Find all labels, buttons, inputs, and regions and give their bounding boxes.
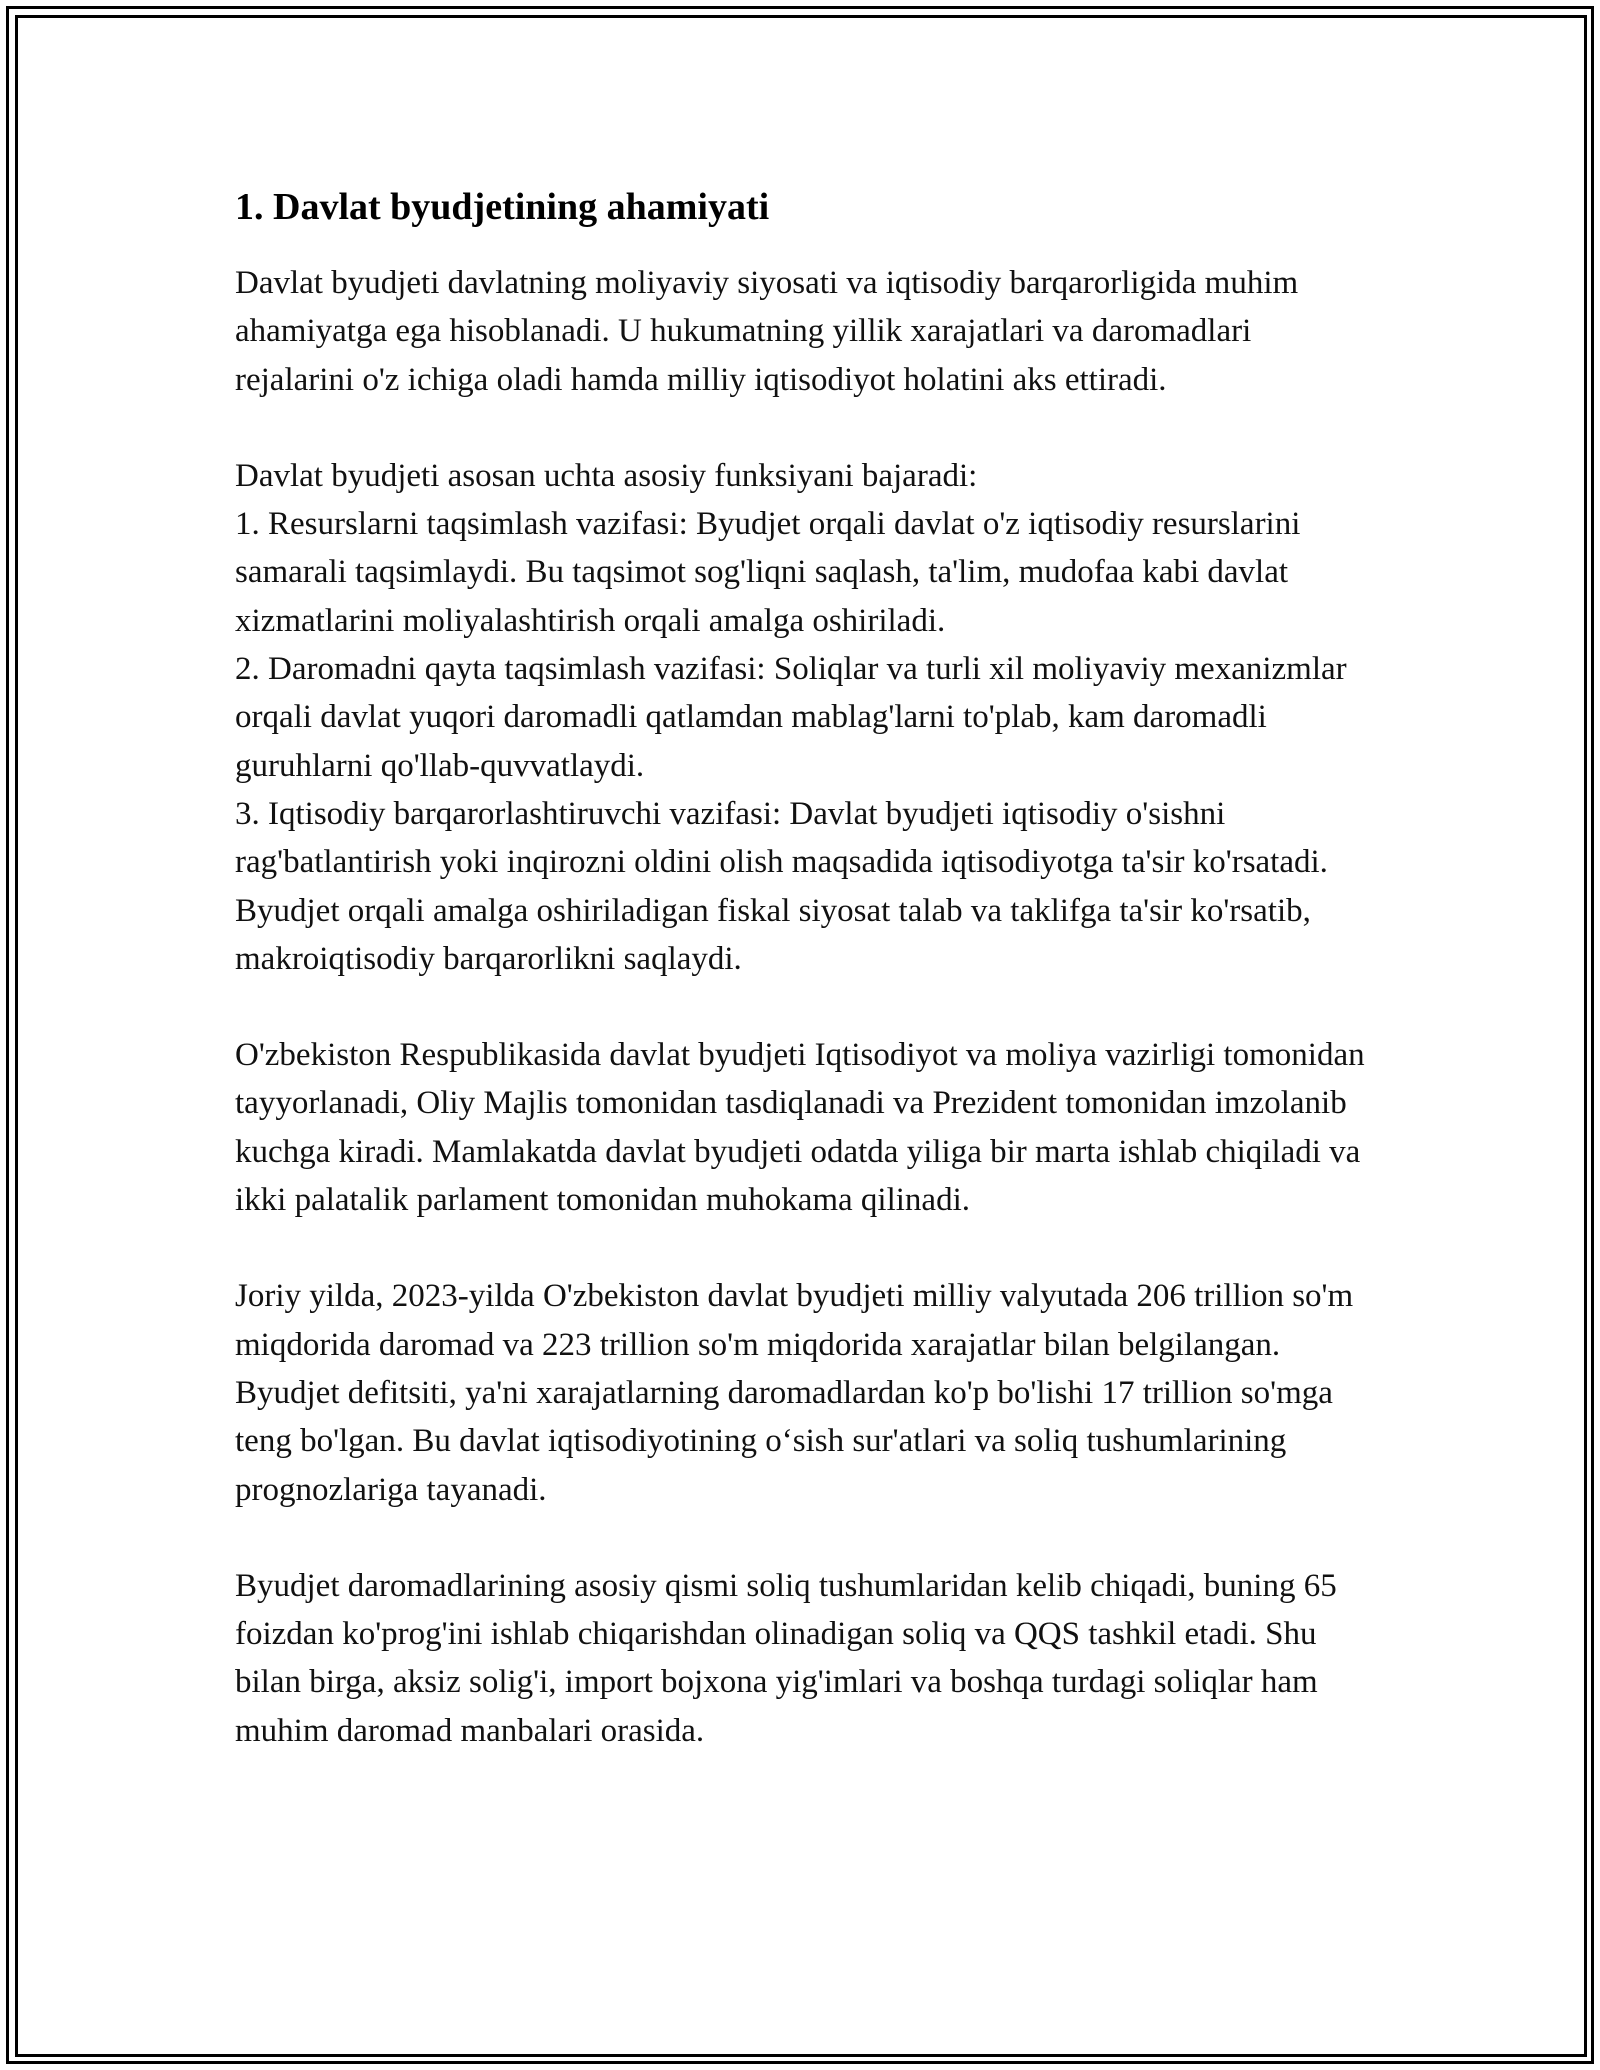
- paragraph-revenue-sources: Byudjet daromadlarining asosiy qismi soliq tushumlaridan kelib chiqadi, buning 65 foizdan ko'prog'ini ishlab chiqarishdan olinadigan soliq va QQS tashkil etadi. Shu bilan birga, aksiz solig'i, import bojxona yig'imlari va boshqa turdagi soliqlar ham muhim daromad manbalari orasida.: [235, 1567, 1337, 1749]
- section-heading: 1. Davlat byudjetining ahamiyati: [235, 186, 770, 228]
- paragraph-process: O'zbekiston Respublikasida davlat byudjeti Iqtisodiyot va moliya vazirligi tomonidan tayyorlanadi, Oliy Majlis tomonidan tasdiqlanadi va Prezident tomonidan imzolanib kuchga kiradi. Mamlakatda davlat byudjeti odatda yiliga bir marta ishlab chiqiladi va ikki palatalik parlament tomonidan muhokama qilinadi.: [235, 1037, 1365, 1219]
- paragraph-functions: Davlat byudjeti asosan uchta asosiy funksiyani bajaradi: 1. Resurslarni taqsimlash vazifasi: Byudjet orqali davlat o'z iqtisodiy resurslarini samarali taqsimlaydi. Bu taqsimot sog'liqni saqlash, ta'lim, mudofaa kabi davlat xizmatlarini moliyalashtirish orqali amalga oshiriladi. 2. Daromadni qayta taqsimlash vazifasi: Soliqlar va turli xil moliyaviy mexanizmlar orqali davlat yuqori daromadli qatlamdan mablag'larni to'plab, kam daromadli guruhlarni qo'llab-quvvatlaydi. 3. Iqtisodiy barqarorlashtiruvchi vazifasi: Davlat byudjeti iqtisodiy o'sishni rag'batlantirish yoki inqirozni oldini olish maqsadida iqtisodiyotga ta'sir ko'rsatadi. Byudjet orqali amalga oshiriladigan fiskal siyosat talab va taklifga ta'sir ko'rsatib, makroiqtisodiy barqarorlikni saqlaydi.: [235, 457, 1347, 977]
- document-body: [235, 183, 1365, 1755]
- paragraph-intro: Davlat byudjeti davlatning moliyaviy siyosati va iqtisodiy barqarorligida muhim ahamiyatga ega hisoblanadi. U hukumatning yillik xarajatlari va daromadlari rejalarini o'z ichiga oladi hamda milliy iqtisodiyot holatini aks ettiradi.: [235, 265, 1299, 398]
- paragraph-budget-2023: Joriy yilda, 2023-yilda O'zbekiston davlat byudjeti milliy valyutada 206 trillion so'm miqdorida daromad va 223 trillion so'm miqdorida xarajatlar bilan belgilangan. Byudjet defitsiti, ya'ni xarajatlarning daromadlardan ko'p bo'lishi 17 trillion so'mga teng bo'lgan. Bu davlat iqtisodiyotining o‘sish sur'atlari va soliq tushumlarining prognozlariga tayanadi.: [235, 1278, 1354, 1508]
